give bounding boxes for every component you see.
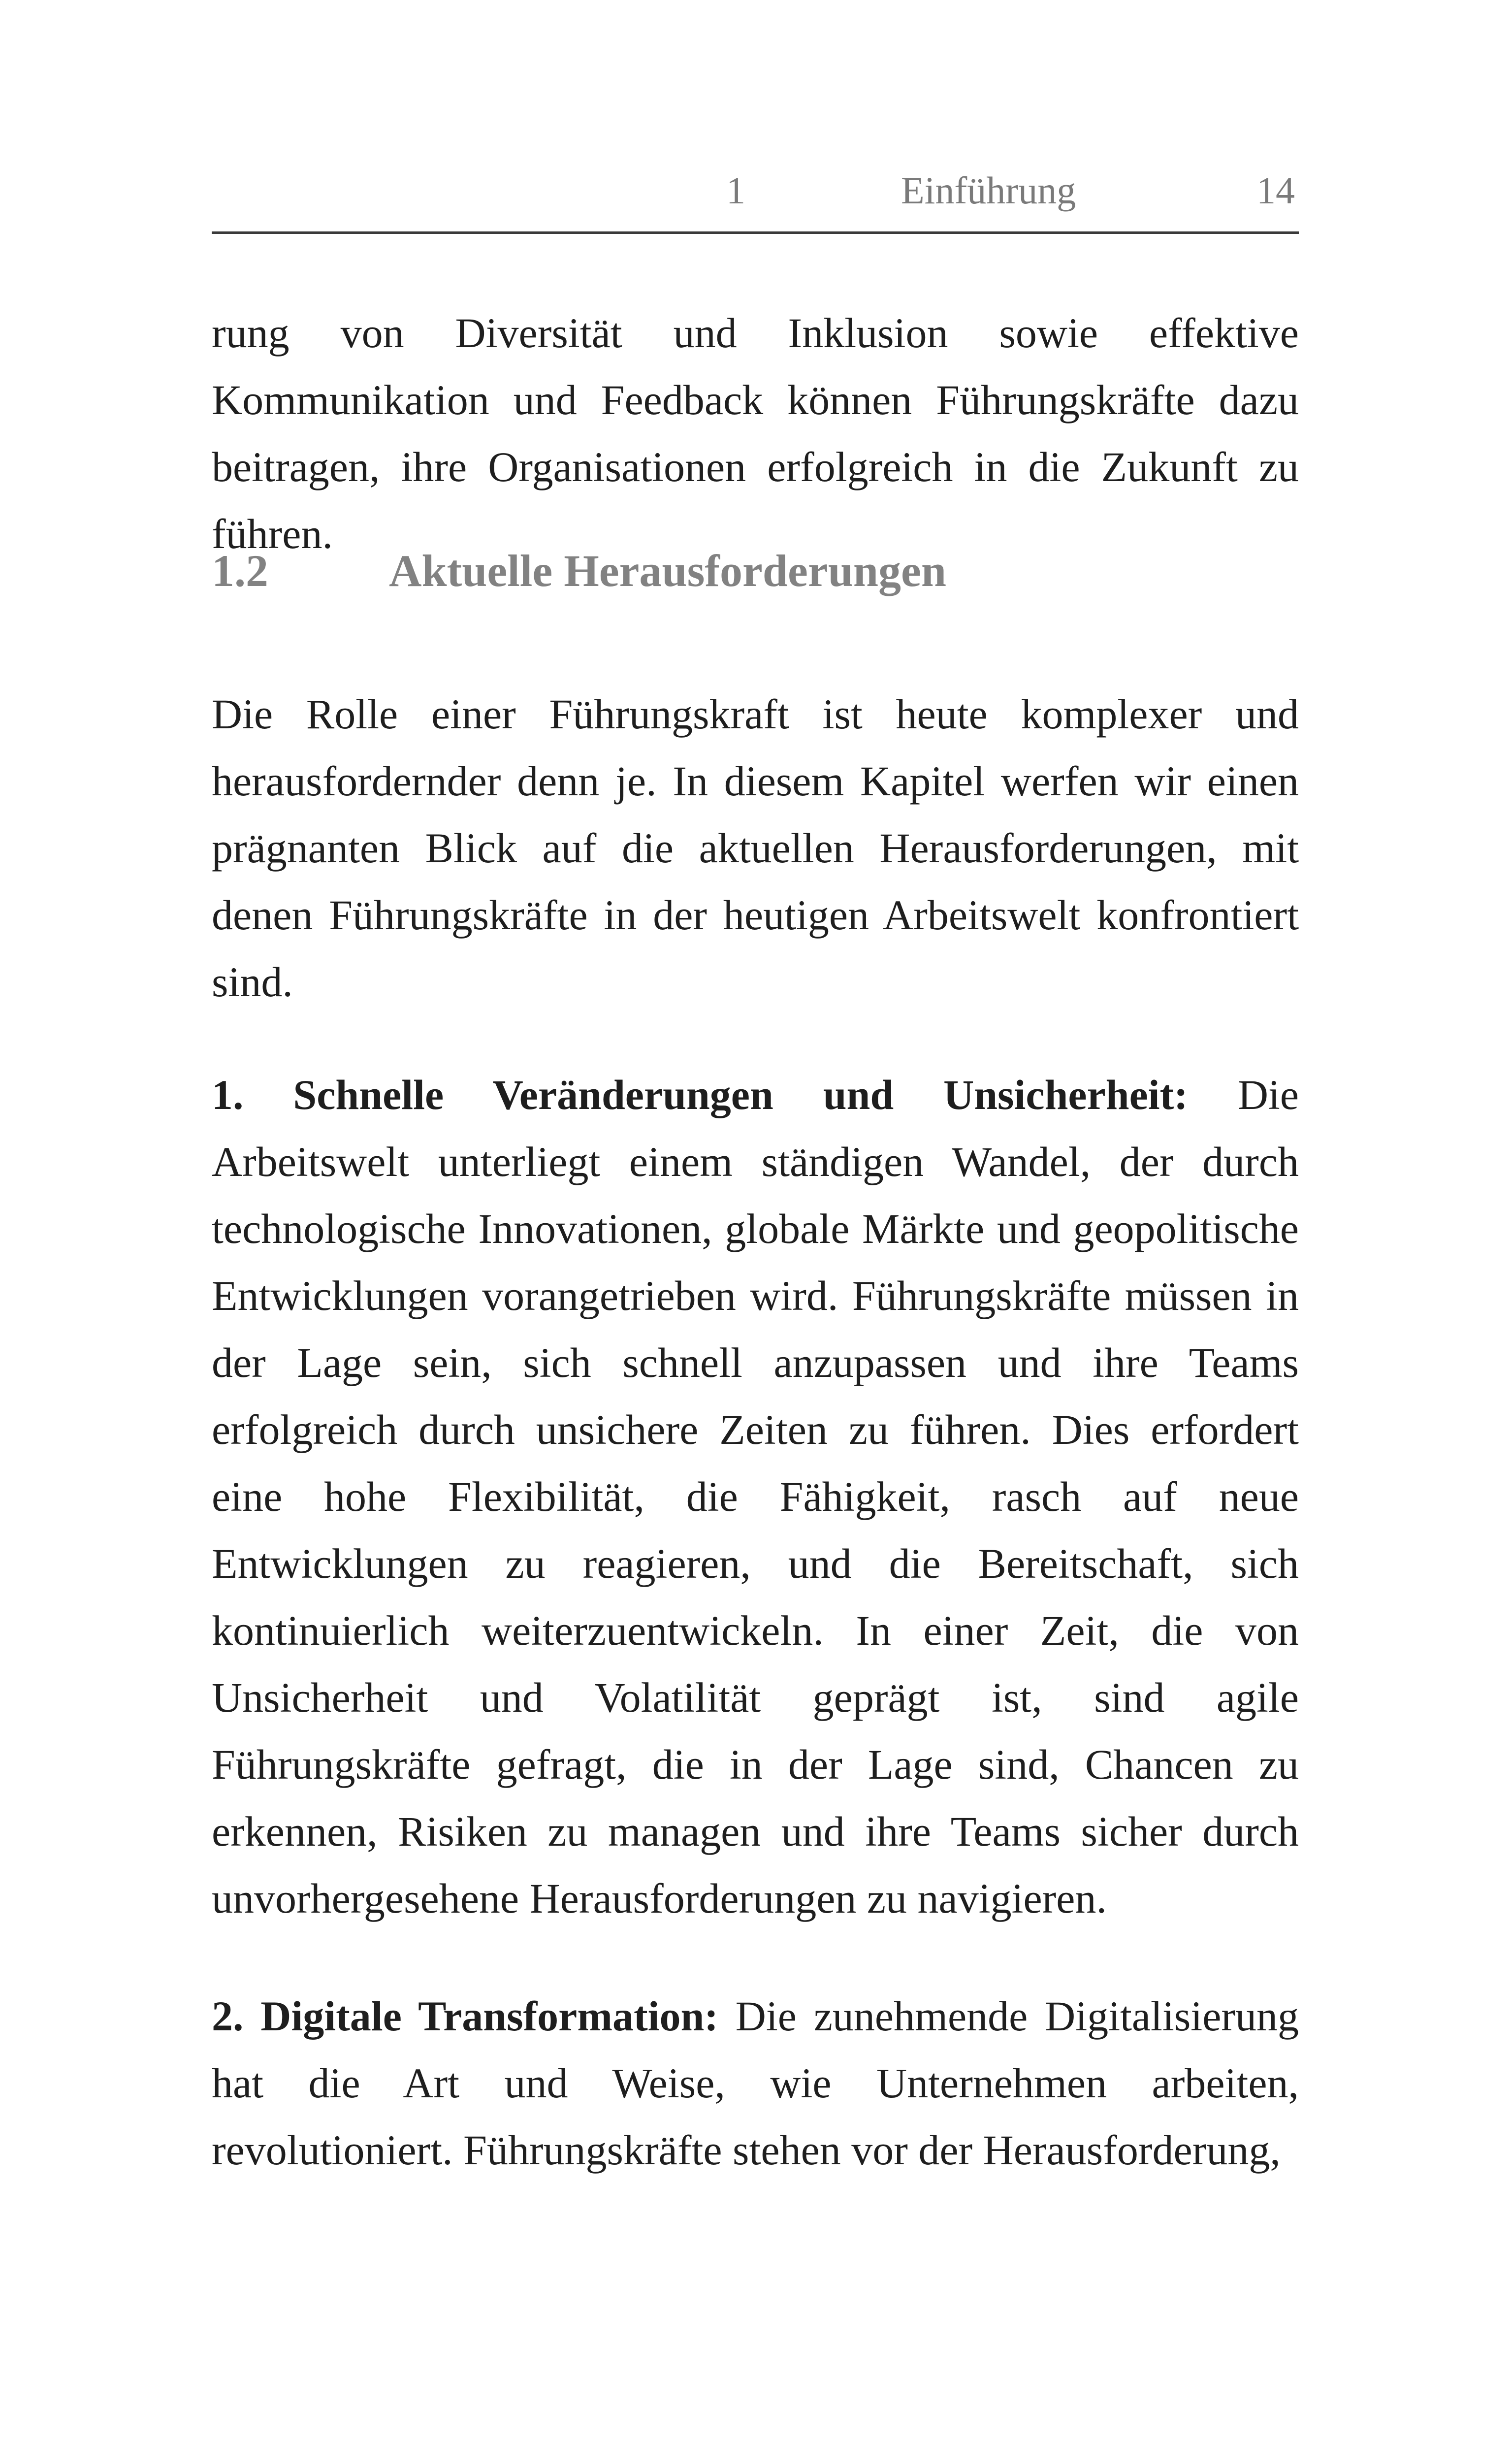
challenge-item-lead: 2. Digitale Transformation: bbox=[212, 1992, 718, 2040]
running-head bbox=[212, 163, 1299, 234]
continuation-paragraph: rung von Diversität und Inklusion sowie effektive Kommunikation und Feedback können Führungskräfte dazu beitragen, ihre Organisationen erfolgreich in die Zukunft zu führen. bbox=[212, 309, 1299, 557]
intro-paragraph: Die Rolle einer Führungskraft ist heute komplexer und herausfordernder denn je. In diesem Kapitel werfen wir einen prägnanten Blick auf die aktuellen Herausforderungen, mit denen Führungskräfte in der heutigen Arbeitswelt konfrontiert sind. bbox=[212, 690, 1299, 1006]
section-number: 1.2 bbox=[212, 546, 268, 596]
challenge-item-lead: 1. Schnelle Veränderungen und Unsicherheit: bbox=[212, 1071, 1188, 1118]
page-number: 14 bbox=[1256, 169, 1295, 212]
running-head-chapter-number: 1 bbox=[726, 169, 745, 212]
challenge-item-text: Die zunehmende Digitalisierung hat die Art und Weise, wie Unternehmen arbeiten, revolutioniert. Führungskräfte stehen vor der Herausforderung, bbox=[212, 1992, 1299, 2174]
running-head-chapter-title: Einführung bbox=[901, 169, 1076, 212]
section-heading bbox=[212, 545, 1299, 597]
challenge-item bbox=[212, 1983, 1299, 2183]
section-title: Aktuelle Herausforderungen bbox=[389, 546, 947, 596]
challenge-item bbox=[212, 1061, 1299, 1932]
challenge-item-text: Die Arbeitswelt unterliegt einem ständigen Wandel, der durch technologische Innovationen, globale Märkte und geopolitische Entwicklungen vorangetrieben wird. Führungskräfte müssen in der Lage sein, sich schnell anzupassen und ihre Teams erfolgreich durch unsichere Zeiten zu führen. Dies erfordert eine hohe Flexibilität, die Fähigkeit, rasch auf neue Entwicklungen zu reagieren, und die Bereitschaft, sich kontinuierlich weiterzuentwickeln. In einer Zeit, die von Unsicherheit und Volatilität geprägt ist, sind agile Führungskräfte gefragt, die in der Lage sind, Chancen zu erkennen, Risiken zu managen und ihre Teams sicher durch unvorhergesehene Herausforderungen zu navigieren. bbox=[212, 1071, 1299, 1922]
